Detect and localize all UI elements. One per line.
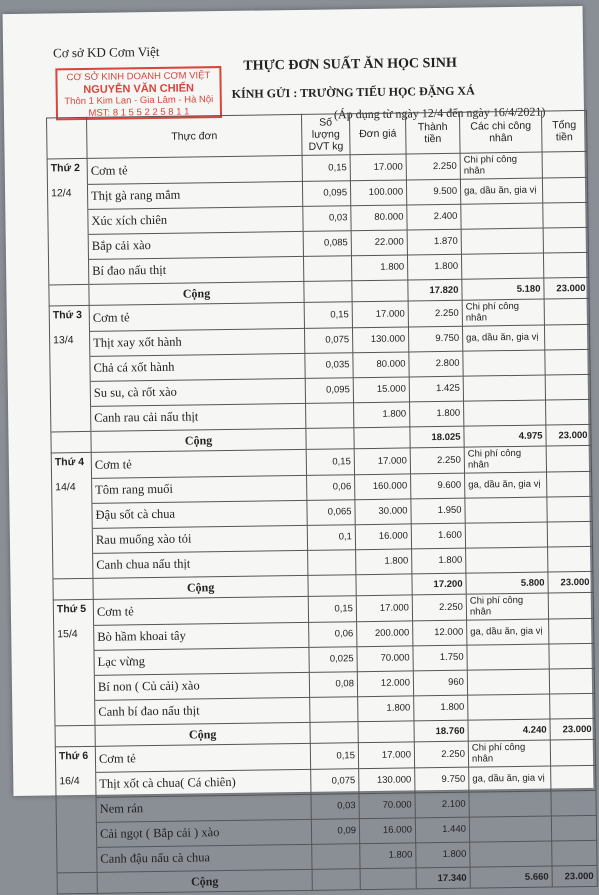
dish-name: Cơm tẻ <box>87 155 302 183</box>
subtotal-empty <box>306 428 354 450</box>
cost-note <box>464 400 546 427</box>
day-date: 14/4 <box>52 478 92 504</box>
cost-note <box>465 497 547 523</box>
dish-qty: 0,075 <box>311 768 359 794</box>
day-cell <box>48 259 88 285</box>
subtotal-amount: 18.760 <box>414 720 468 742</box>
dish-amount: 960 <box>413 670 467 696</box>
cost-note <box>465 522 547 548</box>
dish-name: Tôm rang muối <box>92 475 307 503</box>
dish-qty: 0,06 <box>307 474 355 500</box>
dish-qty: 0,09 <box>311 818 359 844</box>
menu-sheet <box>3 6 594 889</box>
total-cell <box>550 739 595 765</box>
subtotal-spacer <box>51 431 91 453</box>
day-cell <box>52 528 92 554</box>
dish-amount: 9.600 <box>411 473 465 499</box>
day-cell <box>55 700 95 726</box>
day-date: 16/4 <box>56 772 96 798</box>
dish-name: Canh bí đao nấu thịt <box>95 697 310 725</box>
total-cell <box>544 324 589 350</box>
dish-price: 16.000 <box>359 817 415 843</box>
dish-amount: 2.800 <box>409 351 463 377</box>
subtotal-empty <box>304 281 352 303</box>
subtotal-costs: 5.800 <box>466 572 548 594</box>
header-amount: Thành tiền <box>405 112 460 154</box>
dish-name: Cơm tẻ <box>93 596 308 624</box>
dish-amount: 1.800 <box>414 695 468 721</box>
dish-name: Rau muống xào tỏi <box>92 525 307 553</box>
recipient: KÍNH GỬI : TRƯỜNG TIỂU HỌC ĐẶNG XÁ <box>231 83 475 101</box>
total-cell <box>546 399 591 425</box>
dish-amount: 2.400 <box>407 204 461 230</box>
dish-name: Canh đậu nấu cà chua <box>97 844 312 872</box>
day-cell <box>48 209 88 235</box>
dish-amount: 1.800 <box>410 401 464 427</box>
total-cell <box>547 471 592 497</box>
cost-note <box>461 203 543 229</box>
day-label <box>55 746 95 772</box>
cost-note: Chi phí công nhân <box>460 152 542 179</box>
cost-note <box>461 228 543 254</box>
cost-note: Chi phí công nhân <box>466 593 548 620</box>
dish-qty <box>310 696 358 722</box>
total-cell <box>545 374 590 400</box>
subtotal-amount: 17.200 <box>412 573 466 595</box>
cost-note <box>467 644 549 670</box>
subtotal-empty <box>352 280 408 302</box>
subtotal-amount: 17.340 <box>416 867 470 889</box>
day-cell <box>51 406 91 432</box>
dish-qty: 0,065 <box>307 499 355 525</box>
dish-amount: 9.750 <box>408 326 462 352</box>
total-cell <box>545 349 590 375</box>
dish-qty: 0,06 <box>309 621 357 647</box>
day-label <box>51 452 91 478</box>
dish-name: Cơm tẻ <box>91 449 306 477</box>
dish-price: 17.000 <box>356 595 412 621</box>
subtotal-total: 23.000 <box>544 277 589 299</box>
dish-name: Canh chua nấu thịt <box>93 550 308 578</box>
day-cell <box>56 797 96 823</box>
dish-qty <box>312 843 360 869</box>
day-cell <box>56 822 96 848</box>
dish-name: Bí non ( Củ cải) xào <box>94 672 309 700</box>
subtotal-amount: 18.025 <box>410 426 464 448</box>
subtotal-spacer <box>55 725 95 747</box>
dish-amount: 1.750 <box>413 645 467 671</box>
dish-price: 130.000 <box>359 767 415 793</box>
dish-amount: 1.440 <box>415 817 469 843</box>
cost-note: ga, dầu ăn, gia vị <box>462 325 544 351</box>
header-qty: Số lượng DVT kg <box>301 114 350 156</box>
cost-note: ga, dầu ăn, gia vị <box>469 766 551 792</box>
dish-name: Thịt xốt cà chua( Cá chiên) <box>96 769 311 797</box>
stamp-address: Thôn 1 Kim Lan - Gia Lâm - Hà Nội <box>64 94 214 108</box>
dish-amount: 1.800 <box>412 548 466 574</box>
header-costs: Các chi công nhân <box>459 111 542 153</box>
subtotal-empty <box>308 575 356 597</box>
subtotal-total: 23.000 <box>546 424 591 446</box>
dish-amount: 2.250 <box>414 741 468 767</box>
dish-name: Nem rán <box>96 794 311 822</box>
header-price: Đơn giá <box>349 113 406 155</box>
dish-amount: 1.600 <box>411 523 465 549</box>
header-menu: Thực đơn <box>87 114 303 158</box>
total-cell <box>549 618 594 644</box>
total-cell <box>544 298 589 324</box>
dish-name: Cơm tẻ <box>89 302 304 330</box>
total-cell <box>551 815 596 841</box>
dish-name: Lạc vừng <box>94 647 309 675</box>
document-title: THỰC ĐƠN SUẤT ĂN HỌC SINH <box>243 55 457 74</box>
dish-qty: 0,08 <box>309 671 357 697</box>
day-date: 13/4 <box>50 331 90 357</box>
cost-note <box>466 547 548 574</box>
dish-name: Bắp cải xào <box>88 231 303 259</box>
shop-name: Cơ sở KD Cơm Việt <box>53 43 160 61</box>
dish-price: 100.000 <box>350 179 406 205</box>
dish-price: 17.000 <box>354 448 410 474</box>
total-cell <box>542 177 587 203</box>
subtotal-amount: 17.820 <box>408 279 462 301</box>
dish-amount: 1.800 <box>407 254 461 280</box>
cost-note: ga, dầu ăn, gia vị <box>465 472 547 498</box>
dish-price: 30.000 <box>355 498 411 524</box>
cost-note: Chi phí công nhân <box>468 740 550 767</box>
subtotal-total: 23.000 <box>548 571 593 593</box>
header-day <box>47 117 88 159</box>
subtotal-label: Cộng <box>89 281 304 305</box>
weekday: Thứ 3 <box>52 309 83 322</box>
subtotal-costs: 4.975 <box>464 425 546 447</box>
dish-price: 22.000 <box>351 229 407 255</box>
dish-price: 15.000 <box>353 376 409 402</box>
subtotal-label: Cộng <box>93 575 308 599</box>
dish-qty: 0,15 <box>306 449 354 475</box>
dish-name: Su su, cà rốt xào <box>90 378 305 406</box>
subtotal-costs: 4.240 <box>468 719 550 741</box>
dish-name: Đậu sốt cà chua <box>92 500 307 528</box>
dish-qty: 0,095 <box>302 180 350 206</box>
total-cell <box>551 790 596 816</box>
dish-name: Thịt gà rang mắm <box>87 181 302 209</box>
dish-price: 1.800 <box>360 842 416 868</box>
dish-name: Bò hầm khoai tây <box>94 622 309 650</box>
subtotal-spacer <box>49 284 89 306</box>
dish-price: 17.000 <box>358 742 414 768</box>
subtotal-empty <box>310 722 358 744</box>
day-cell <box>48 234 88 260</box>
dish-price: 17.000 <box>352 301 408 327</box>
total-cell <box>548 546 593 572</box>
subtotal-empty <box>360 868 416 890</box>
day-date: 15/4 <box>54 625 94 651</box>
total-cell <box>547 521 592 547</box>
weekday: Thứ 4 <box>54 455 85 469</box>
dish-price: 16.000 <box>355 523 411 549</box>
cost-note <box>461 253 543 280</box>
day-date: 12/4 <box>47 184 87 210</box>
subtotal-total: 23.000 <box>552 865 597 887</box>
total-cell <box>552 840 597 866</box>
day-cell <box>54 675 94 701</box>
total-cell <box>542 151 587 177</box>
date-range-note: (Áp dụng từ ngày 12/4 đến ngày 16/4/2021) <box>333 104 546 122</box>
dish-price: 70.000 <box>357 645 413 671</box>
weekday: Thứ 2 <box>50 162 81 175</box>
total-cell <box>543 202 588 228</box>
cost-note: ga, dầu ăn, gia vị <box>467 619 549 645</box>
dish-qty <box>303 255 351 281</box>
day-cell <box>52 503 92 529</box>
subtotal-empty <box>358 721 414 743</box>
day-cell <box>54 650 94 676</box>
dish-qty: 0,075 <box>304 327 352 353</box>
cost-note <box>463 375 545 401</box>
dish-price: 1.800 <box>354 401 410 427</box>
subtotal-empty <box>356 574 412 596</box>
cost-note <box>468 694 550 721</box>
stamp-owner: NGUYỄN VĂN CHIẾN <box>83 82 195 96</box>
dish-price: 12.000 <box>357 670 413 696</box>
dish-name: Xúc xích chiên <box>88 206 303 234</box>
dish-price: 1.800 <box>351 254 407 280</box>
cost-note <box>470 841 552 868</box>
total-cell <box>543 227 588 253</box>
dish-price: 1.800 <box>356 548 412 574</box>
dish-name: Bí đao nấu thịt <box>88 256 303 284</box>
stamp-tax-id: MST: 8 1 5 5 2 2 5 8 1 1 <box>88 106 190 119</box>
day-label <box>53 599 93 625</box>
dish-price: 160.000 <box>355 473 411 499</box>
dish-qty: 0,03 <box>303 205 351 231</box>
cost-note <box>469 816 551 842</box>
total-cell <box>550 693 595 719</box>
total-cell <box>549 668 594 694</box>
dish-amount: 9.500 <box>406 179 460 205</box>
total-cell <box>548 592 593 618</box>
subtotal-label: Cộng <box>97 869 312 893</box>
total-cell <box>547 496 592 522</box>
dish-price: 80.000 <box>351 204 407 230</box>
subtotal-spacer <box>57 872 97 894</box>
dish-amount: 1.800 <box>416 842 470 868</box>
total-cell <box>551 765 596 791</box>
total-cell <box>543 252 588 278</box>
dish-amount: 1.870 <box>407 229 461 255</box>
dish-qty: 0,035 <box>305 352 353 378</box>
company-stamp <box>55 66 222 120</box>
dish-qty: 0,095 <box>305 377 353 403</box>
dish-qty: 0,15 <box>304 302 352 328</box>
cost-note <box>467 669 549 695</box>
dish-amount: 1.950 <box>411 498 465 524</box>
cost-note: Chi phí công nhân <box>464 446 546 473</box>
day-cell <box>50 381 90 407</box>
subtotal-costs: 5.660 <box>470 866 552 888</box>
dish-qty: 0,15 <box>310 743 358 769</box>
dish-amount: 2.250 <box>406 153 460 179</box>
day-label <box>49 305 89 331</box>
dish-price: 200.000 <box>357 620 413 646</box>
day-cell <box>53 553 93 579</box>
menu-table <box>46 110 598 894</box>
weekday: Thứ 6 <box>58 749 89 763</box>
dish-amount: 2.250 <box>410 447 464 473</box>
dish-amount: 2.100 <box>415 792 469 818</box>
cost-note <box>463 350 545 376</box>
dish-qty <box>308 549 356 575</box>
dish-qty: 0,025 <box>309 646 357 672</box>
dish-amount: 2.250 <box>408 300 462 326</box>
dish-qty: 0,15 <box>308 596 356 622</box>
dish-qty: 0,1 <box>307 524 355 550</box>
subtotal-total: 23.000 <box>550 718 595 740</box>
dish-price: 17.000 <box>350 154 406 180</box>
cost-note: ga, dầu ăn, gia vị <box>460 178 542 204</box>
subtotal-costs: 5.180 <box>462 278 544 300</box>
weekday: Thứ 5 <box>56 602 87 616</box>
dish-amount: 1.425 <box>409 376 463 402</box>
subtotal-label: Cộng <box>95 722 310 746</box>
dish-name: Cơm tẻ <box>95 743 310 771</box>
subtotal-empty <box>354 427 410 449</box>
dish-qty <box>306 402 354 428</box>
dish-amount: 9.750 <box>415 767 469 793</box>
day-cell <box>50 356 90 382</box>
header-total: Tổng tiền <box>541 110 587 152</box>
total-cell <box>549 643 594 669</box>
dish-qty: 0,15 <box>302 155 350 181</box>
dish-name: Canh rau cải nấu thịt <box>91 403 306 431</box>
dish-price: 130.000 <box>352 326 408 352</box>
stamp-line: CƠ SỞ KINH DOANH CƠM VIỆT <box>66 70 211 84</box>
dish-qty: 0,03 <box>311 793 359 819</box>
day-cell <box>57 847 97 873</box>
dish-name: Thịt xay xốt hành <box>90 328 305 356</box>
dish-price: 1.800 <box>358 695 414 721</box>
dish-amount: 2.250 <box>412 594 466 620</box>
cost-note <box>469 791 551 817</box>
dish-name: Cải ngọt ( Bắp cải ) xào <box>96 819 311 847</box>
total-cell <box>546 445 591 471</box>
cost-note: Chi phí công nhân <box>462 299 544 326</box>
dish-amount: 12.000 <box>413 620 467 646</box>
dish-name: Chả cá xốt hành <box>90 353 305 381</box>
subtotal-label: Cộng <box>91 428 306 452</box>
dish-qty: 0,085 <box>303 230 351 256</box>
subtotal-spacer <box>53 578 93 600</box>
day-label <box>47 158 87 184</box>
subtotal-empty <box>312 869 360 891</box>
dish-price: 80.000 <box>353 351 409 377</box>
dish-price: 70.000 <box>359 792 415 818</box>
